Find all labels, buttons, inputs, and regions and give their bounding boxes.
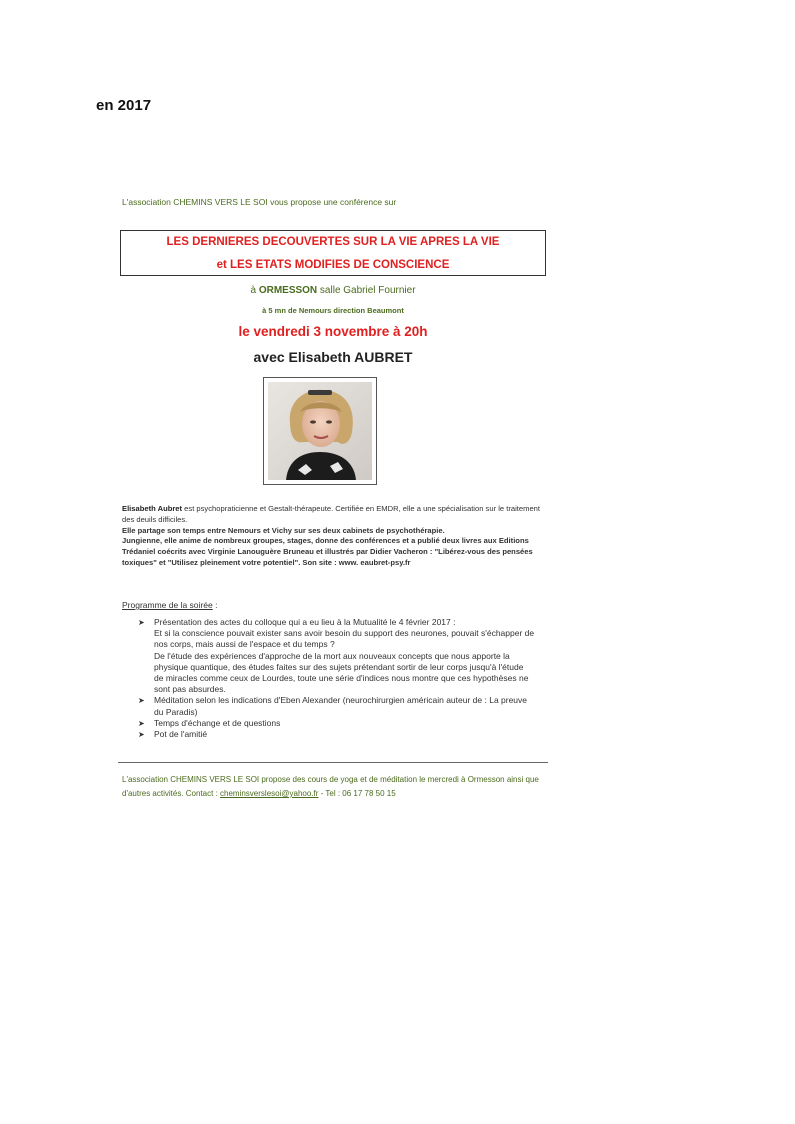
arrowhead-bullet-icon: ➤: [138, 618, 145, 627]
title-line-2: et LES ETATS MODIFIES DE CONSCIENCE: [216, 259, 450, 271]
program-heading: [122, 600, 217, 610]
speaker-name: avec Elisabeth AUBRET: [253, 349, 413, 365]
program-item-line: Et si la conscience pouvait exister sans avoir besoin du support des neurones, pouvait s'échapper de: [154, 628, 535, 639]
arrowhead-bullet-icon: ➤: [138, 696, 145, 706]
program-item: [122, 729, 552, 740]
program-list: [122, 617, 552, 740]
bio-website: www. eaubret-psy.fr: [338, 557, 411, 567]
program-item-line: sont pas absurdes.: [154, 684, 226, 695]
arrowhead-bullet-icon: ➤: [138, 718, 145, 728]
speaker-photo: [263, 377, 377, 485]
program-item-text: Temps d'échange et de questions: [154, 717, 281, 728]
program-item: [122, 695, 552, 706]
contact-phone: - Tel : 06 17 78 50 15: [318, 789, 396, 798]
speaker-biography: [122, 504, 542, 569]
program-item-line: de miracles comme ceux de Lourdes, toute une série d'indices nous montre que ces hypothèses ne: [154, 673, 529, 684]
venue-town: ORMESSON: [258, 285, 318, 296]
intro-text: L'association CHEMINS VERS LE SOI vous propose une conférence sur: [122, 197, 397, 207]
venue-directions: à 5 mn de Nemours direction Beaumont: [262, 306, 404, 315]
program-item-text: Méditation selon les indications d'Eben Alexander (neurochirurgien américain auteur de : La preuve: [154, 695, 528, 706]
title-line-1: LES DERNIERES DECOUVERTES SUR LA VIE APRES LA VIE: [166, 236, 500, 248]
conference-title-box: [120, 230, 546, 276]
venue: [120, 285, 546, 296]
footer-contact-label: d'autres activités. Contact :: [122, 789, 221, 798]
program-item-line: De l'étude des expériences d'approche de la mort aux nouveaux concepts que nous apporte la: [154, 650, 510, 661]
venue-hall: salle Gabriel Fournier: [317, 285, 416, 296]
bio-paragraph-3: [122, 536, 542, 568]
venue-prefix: à: [250, 285, 259, 296]
speaker-portrait-image: [268, 382, 372, 480]
program-item-text: Présentation des actes du colloque qui a eu lieu à la Mutualité le 4 février 2017 :: [154, 617, 456, 627]
bio-name: Elisabeth Aubret: [122, 504, 183, 513]
bio-p3-text: Jungienne, elle anime de nombreux groupes, stages, donne des conférences et a publié deux livres aux Editions Trédaniel coécrits avec Virginie Lanouguère Bruneau et illustrés par Didier Vacheron : "Libérez-vous des pensées toxiques" et "Utilisez pleinement votre potentiel". Son site :: [122, 536, 533, 567]
program-title: Programme de la soirée: [122, 600, 213, 610]
footer-line-2: [122, 787, 562, 801]
footer-line-1: L'association CHEMINS VERS LE SOI propose des cours de yoga et de méditation le mercredi à Ormesson ainsi que: [122, 775, 539, 784]
bio-paragraph-2: Elle partage son temps entre Nemours et Vichy sur ses deux cabinets de psychothérapie.: [122, 525, 445, 535]
program-item-line: physique quantique, des études faites sur des sujets prétendant sortir de leur corps jusqu'à l'étude: [154, 661, 524, 672]
program-item: [122, 617, 552, 628]
footer-divider: [118, 762, 548, 763]
program-item-text: Pot de l'amitié: [154, 729, 208, 740]
footer-contact: [122, 773, 562, 801]
year-label: en 2017: [96, 97, 152, 114]
event-date: le vendredi 3 novembre à 20h: [238, 324, 428, 339]
bio-p1-text: est psychopraticienne et Gestalt-thérapeute. Certifiée en EMDR, elle a une spécialisation sur le traitement des deuils difficiles.: [122, 504, 540, 524]
bio-paragraph-1: [122, 504, 542, 526]
program-item-line: du Paradis): [154, 706, 198, 717]
program-title-colon: :: [212, 600, 218, 610]
contact-email-link[interactable]: cheminsverslesoi@yahoo.fr: [220, 789, 319, 798]
program-item: [122, 718, 552, 729]
arrowhead-bullet-icon: ➤: [138, 730, 145, 740]
program-item-line: nos corps, mais aussi de l'espace et du temps ?: [154, 639, 335, 650]
